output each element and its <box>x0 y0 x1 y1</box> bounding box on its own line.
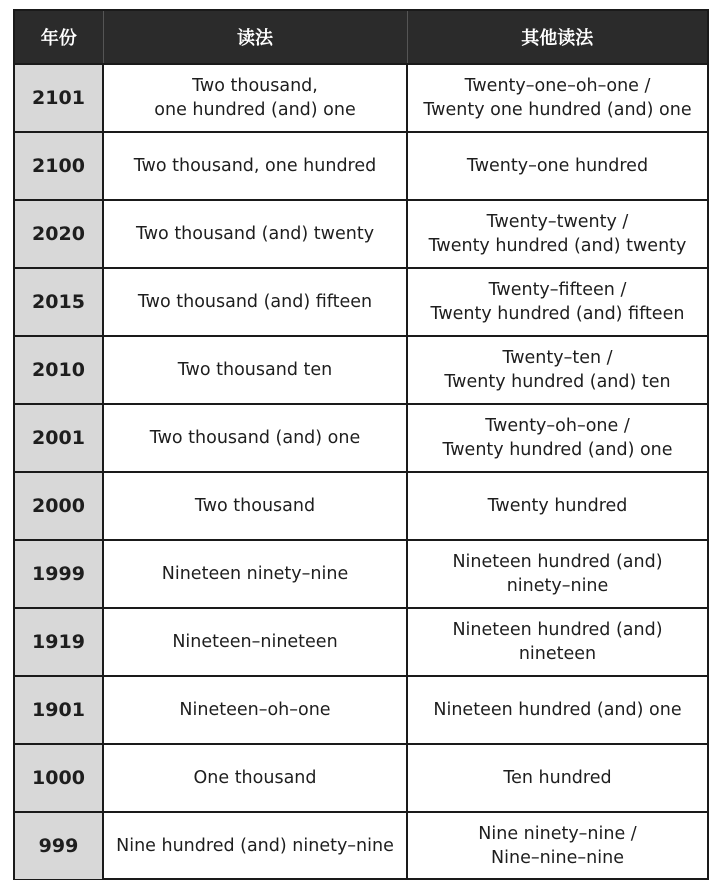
table-row <box>15 472 707 540</box>
reading-cell <box>103 336 407 404</box>
other-reading-line: Nineteen hundred (and) <box>452 552 663 572</box>
reading-cell <box>103 744 407 812</box>
other-reading-line: Nineteen hundred (and) one <box>433 700 682 720</box>
other-reading-line: Twenty hundred (and) twenty <box>428 236 687 256</box>
header-reading: 读法 <box>103 11 407 64</box>
reading-line: Two thousand <box>194 496 316 516</box>
other-reading-line: Ten hundred <box>503 768 612 788</box>
other-reading-line: Twenty hundred (and) ten <box>444 372 671 392</box>
table-header <box>15 11 707 64</box>
reading-line: Nine hundred (and) ninety–nine <box>116 836 394 856</box>
other-reading-cell <box>407 200 707 268</box>
reading-cell <box>103 404 407 472</box>
reading-line: Two thousand ten <box>177 360 333 380</box>
table-row <box>15 608 707 676</box>
header-row <box>15 11 707 64</box>
table-row <box>15 200 707 268</box>
table-row <box>15 132 707 200</box>
reading-line: one hundred (and) one <box>154 100 356 120</box>
year-cell: 2100 <box>15 132 103 200</box>
other-reading-line: Twenty hundred <box>487 496 628 516</box>
other-reading-line: ninety–nine <box>506 576 609 596</box>
other-reading-cell <box>407 608 707 676</box>
reading-line: Nineteen ninety–nine <box>161 564 349 584</box>
other-reading-line: Nine–nine–nine <box>491 848 624 868</box>
year-cell: 2020 <box>15 200 103 268</box>
other-reading-line: Nineteen hundred (and) <box>452 620 663 640</box>
reading-cell <box>103 676 407 744</box>
other-reading-cell <box>407 64 707 132</box>
other-reading-line: Nine ninety–nine / <box>478 824 637 844</box>
table-body <box>15 64 707 879</box>
other-reading-cell <box>407 404 707 472</box>
reading-line: Two thousand, <box>192 76 318 96</box>
other-reading-line: Twenty–one hundred <box>466 156 649 176</box>
other-reading-cell <box>407 744 707 812</box>
reading-cell <box>103 268 407 336</box>
year-cell: 1999 <box>15 540 103 608</box>
year-cell: 2001 <box>15 404 103 472</box>
other-reading-line: Twenty one hundred (and) one <box>423 100 692 120</box>
other-reading-cell <box>407 132 707 200</box>
reading-line: Nineteen–oh–one <box>179 700 331 720</box>
year-cell: 1000 <box>15 744 103 812</box>
year-cell: 1919 <box>15 608 103 676</box>
other-reading-line: nineteen <box>518 644 597 664</box>
reading-line: Two thousand, one hundred <box>133 156 377 176</box>
reading-line: One thousand <box>193 768 317 788</box>
reading-line: Two thousand (and) twenty <box>135 224 375 244</box>
reading-line: Nineteen–nineteen <box>172 632 338 652</box>
table-row <box>15 336 707 404</box>
reading-cell <box>103 812 407 879</box>
other-reading-cell <box>407 676 707 744</box>
table-row <box>15 812 707 879</box>
year-cell: 2101 <box>15 64 103 132</box>
other-reading-cell <box>407 540 707 608</box>
reading-line: Two thousand (and) fifteen <box>137 292 373 312</box>
year-cell: 999 <box>15 812 103 879</box>
other-reading-line: Twenty–oh–one / <box>485 416 630 436</box>
table-row <box>15 64 707 132</box>
other-reading-line: Twenty hundred (and) fifteen <box>430 304 685 324</box>
table-row <box>15 268 707 336</box>
year-cell: 2000 <box>15 472 103 540</box>
table-row <box>15 744 707 812</box>
other-reading-line: Twenty–one–oh–one / <box>464 76 651 96</box>
other-reading-cell <box>407 268 707 336</box>
other-reading-line: Twenty–ten / <box>502 348 613 368</box>
reading-cell <box>103 608 407 676</box>
table-row <box>15 676 707 744</box>
table <box>15 11 707 879</box>
reading-cell <box>103 472 407 540</box>
reading-line: Two thousand (and) one <box>149 428 361 448</box>
other-reading-line: Twenty hundred (and) one <box>442 440 673 460</box>
year-cell: 2010 <box>15 336 103 404</box>
reading-cell <box>103 540 407 608</box>
year-cell: 1901 <box>15 676 103 744</box>
other-reading-cell <box>407 812 707 879</box>
other-reading-line: Twenty–twenty / <box>486 212 629 232</box>
table-row <box>15 404 707 472</box>
year-cell: 2015 <box>15 268 103 336</box>
reading-cell <box>103 200 407 268</box>
other-reading-cell <box>407 472 707 540</box>
other-reading-cell <box>407 336 707 404</box>
year-reading-table <box>13 9 709 880</box>
table-row <box>15 540 707 608</box>
reading-cell <box>103 64 407 132</box>
header-other-reading: 其他读法 <box>407 11 707 64</box>
reading-cell <box>103 132 407 200</box>
other-reading-line: Twenty–fifteen / <box>488 280 627 300</box>
header-year: 年份 <box>15 11 103 64</box>
